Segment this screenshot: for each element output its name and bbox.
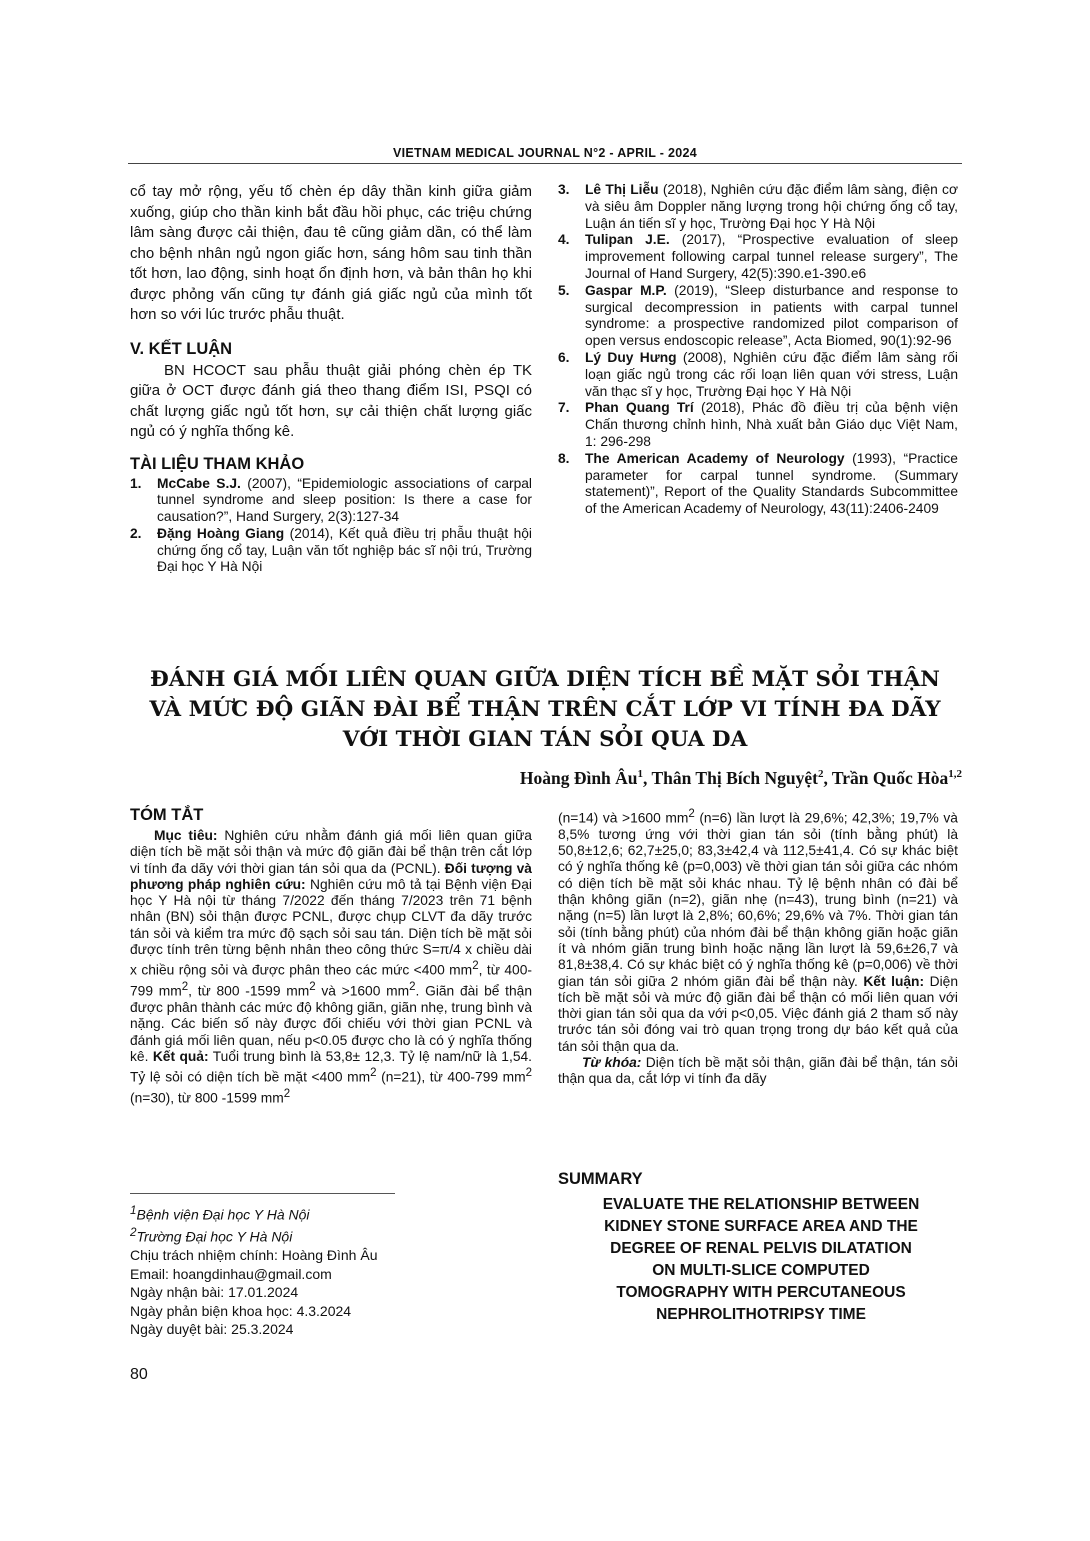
affiliation-marker: 2 <box>130 1226 137 1240</box>
methods-text: . Giãn đài bể thận được phân thành các mức độ không giãn, giãn nhẹ, trung bình và nặng. Các biến số này được đối chiếu với thời gian PCNL và đánh giá mối liên quan, nếu p<0.05 được cho là có ý nghĩa thống kê. <box>130 983 533 1065</box>
summary-title-line: TOMOGRAPHY WITH PERCUTANEOUS <box>616 1284 906 1301</box>
affiliation-text: Bệnh viện Đại học Y Hà Nội <box>136 1206 310 1223</box>
article-title <box>128 665 962 755</box>
title-line: VÀ MỨC ĐỘ GIÃN ĐÀI BỂ THẬN TRÊN CẮT LỚP VI TÍNH ĐA DÃY <box>149 697 941 722</box>
summary-title-line: EVALUATE THE RELATIONSHIP BETWEEN <box>602 1196 920 1213</box>
superscript: 2 <box>525 1067 532 1080</box>
results-label: Kết quả: <box>152 1049 209 1065</box>
right-column-top <box>558 182 958 518</box>
methods-text: và >1600 mm <box>315 983 410 999</box>
header-rule <box>128 163 962 164</box>
reference-item <box>558 451 958 518</box>
superscript: 2 <box>409 981 416 994</box>
abstract-body-continued <box>558 806 958 1055</box>
reference-item <box>558 400 958 450</box>
reference-item <box>558 232 958 282</box>
conclusion-text: Diện tích bề mặt sỏi và mức độ giãn đài bể thận có mối liên quan với thời gian tán sỏi qua da với p<0,05. Việc đánh giá 2 tham số này trước tán sỏi đóng vai trò quan trọng trong dự báo kết quả của tán sỏi thận qua da. <box>558 973 958 1054</box>
superscript: 2 <box>370 1067 377 1080</box>
author-affiliation: 1 <box>637 768 644 781</box>
reference-text: (2019), “Sleep disturbance and response to surgical decompression in patients with carpal tunnel syndrome: a prospective randomized pilot comparison of open versus endoscopic release”, Acta Biomed, 90(1):92-96 <box>585 282 958 349</box>
abstract-right <box>558 806 958 1088</box>
reference-text: (2007), “Epidemiologic associations of carpal tunnel syndrome and sleep position: Is there a case for causation?”, Hand Surgery, 2(3):127-34 <box>157 475 532 525</box>
affiliation-text: Trường Đại học Y Hà Nội <box>136 1228 293 1245</box>
results-text: (n=30), từ 800 -1599 mm <box>130 1090 284 1106</box>
summary-heading: SUMMARY <box>558 1170 643 1188</box>
reference-number: 4. <box>558 232 570 248</box>
reference-item <box>558 350 958 400</box>
reference-number: 5. <box>558 282 570 298</box>
journal-header: VIETNAM MEDICAL JOURNAL N°2 - APRIL - 2024 <box>393 146 697 160</box>
responsible-author: Chịu trách nhiệm chính: Hoàng Đình Âu <box>130 1247 378 1264</box>
superscript: 2 <box>688 808 695 820</box>
reference-number: 8. <box>558 450 570 466</box>
abstract-heading: TÓM TẮT <box>130 806 204 824</box>
author-name: Thân Thị Bích Nguyệt <box>651 768 818 788</box>
summary-title-line: KIDNEY STONE SURFACE AREA AND THE <box>604 1218 918 1235</box>
date-reviewed: Ngày phản biện khoa học: 4.3.2024 <box>130 1302 352 1319</box>
results-text: (n=14) và >1600 mm <box>558 810 689 826</box>
reference-author: Đặng Hoàng Giang <box>157 525 285 541</box>
reference-number: 3. <box>558 182 570 197</box>
reference-number: 7. <box>558 400 570 416</box>
title-line: VỚI THỜI GIAN TÁN SỎI QUA DA <box>342 727 748 752</box>
methods-text: , từ 400-799 mm <box>130 962 533 999</box>
reference-text: (2008), Nghiên cứu đặc điểm lâm sàng rối loạn giấc ngủ trong các rối loạn liên quan với stress, Luận văn thạc sĩ y học, Trường Đại học Y Hà Nội <box>585 349 958 399</box>
date-received: Ngày nhận bài: 17.01.2024 <box>130 1284 299 1301</box>
abstract-body <box>130 828 532 1107</box>
footnote-rule <box>130 1193 395 1194</box>
reference-text: (2017), “Prospective evaluation of sleep improvement following carpal tunnel release surgery”, The Journal of Hand Surgery, 42(5):390.e1-390.e6 <box>585 232 959 281</box>
results-text: (n=6) lần lượt là 29,6%; 42,3%; 19,7% và 8,5% tương ứng với thời gian tán sỏi (tính bằng phút) là 50,8±12,6; 62,7±25,0; 83,3±42,4 và 112,5±41,4. Có sự khác biệt có ý nghĩa thống kê (p=0,003) về thời gian tán sỏi giữa các nhóm có diện tích bề mặt sỏi khác nhau. Tỷ lệ bệnh nhân có đài bể thận không giãn (n=2), giãn nhẹ (n=43), trung bình (n=21) và nặng (n=5) lần lượt là 2,8%; 60,6%; 29,6% và 7%. Thời gian tán sỏi (tính bằng phút) của nhóm đài bể thận không giãn hoặc giãn ít và nhóm giãn trung bình hoặc nặng lần lượt là 59,6±26,7 và 81,8±38,4. Có sự khác biệt có ý nghĩa thống kê (p=0,006) về thời gian tán sỏi giữa 2 nhóm giãn đài bể thận này. <box>558 810 958 989</box>
conclusion-label: Kết luận: <box>863 973 925 989</box>
results-text: Tuổi trung bình là 53,8± 12,3. Tỷ lệ nam/nữ là 1,54. Tỷ lệ sỏi có diện tích bề mặt <400 mm <box>130 1049 532 1085</box>
author-affiliation: 1,2 <box>948 768 962 781</box>
methods-text: Nghiên cứu mô tả tại Bệnh viện Đại học Y Hà nội từ tháng 7/2022 đến tháng 7/2023 trên 71 bệnh nhân (BN) sỏi thận được PCNL, được chụp CLVT đa dãy trước tán sỏi và kiểm tra mức độ sạch sỏi sau tán. Diện tích bề mặt sỏi được tính trên từng bệnh nhân theo công thức S=π/4 x chiều dài x chiều rộng sỏi và được phân theo các mức <400 mm <box>130 876 532 978</box>
affiliation-2 <box>130 1224 532 1246</box>
reference-author: McCabe S.J. <box>157 475 241 491</box>
reference-text: (2018), Phác đồ điều trị của bệnh viện Chấn thương chỉnh hình, Nhà xuất bản Giáo dục Việt Nam, 1: 296-298 <box>585 400 958 449</box>
affiliation-1 <box>130 1202 532 1224</box>
keywords-label: Từ khóa: <box>582 1055 642 1071</box>
superscript: 2 <box>181 981 189 994</box>
objective-label: Mục tiêu: <box>154 828 218 843</box>
objective-text: Nghiên cứu nhằm đánh giá mối liên quan giữa diện tích bề mặt sỏi thận và mức độ giãn đài bể thận trên cắt lớp vi tính đa dãy với thời gian tán sỏi qua da (PCNL). <box>130 828 532 876</box>
reference-author: Tulipan J.E. <box>585 232 670 248</box>
superscript: 2 <box>283 1088 291 1101</box>
reference-number: 6. <box>558 349 570 365</box>
superscript: 2 <box>309 981 316 994</box>
conclusion-heading: V. KẾT LUẬN <box>130 339 233 358</box>
author-name: Trần Quốc Hòa <box>831 768 949 788</box>
methods-text: , từ 800 -1599 mm <box>188 983 310 999</box>
reference-text: (2014), Kết quả điều trị phẫu thuật hội chứng ống cổ tay, Luận văn tốt nghiệp bác sĩ nội trú, Trường Đại học Y Hà Nội <box>157 525 532 575</box>
superscript: 2 <box>472 960 479 973</box>
results-text: (n=21), từ 400-799 mm <box>376 1069 526 1085</box>
reference-text: (2018), Nghiên cứu đặc điểm lâm sàng, điện cơ và siêu âm Doppler năng lượng trong hội chứng ống cổ tay, Luận án tiến sĩ y học, Trường Đại học Y Hà Nội <box>585 182 958 231</box>
reference-author: Lê Thị Liễu <box>585 182 659 197</box>
summary-title-line: NEPHROLITHOTRIPSY TIME <box>656 1306 866 1323</box>
summary-title-line: ON MULTI-SLICE COMPUTED <box>652 1262 870 1279</box>
author-affiliation: 2 <box>817 768 824 781</box>
summary-title-line: DEGREE OF RENAL PELVIS DILATATION <box>610 1240 912 1257</box>
title-line: ĐÁNH GIÁ MỐI LIÊN QUAN GIỮA DIỆN TÍCH BỀ MẶT SỎI THẬN <box>150 667 940 692</box>
reference-item <box>130 526 532 576</box>
email: Email: hoangdinhau@gmail.com <box>130 1265 332 1282</box>
left-column-top <box>130 182 532 576</box>
keywords-text: Diện tích bề mặt sỏi thận, giãn đài bể thận, tán sỏi thận qua da, cắt lớp vi tính đa dãy <box>558 1055 958 1087</box>
footnotes <box>130 1202 532 1339</box>
reference-author: Lý Duy Hưng <box>585 349 677 365</box>
abstract-left <box>130 806 532 1107</box>
reference-author: The American Academy of Neurology <box>585 450 845 466</box>
author-list: Hoàng Đình $Âu^1$, Thân Thị Bích Nguyệt$^2$, Trần Quốc Hòa$^{1,2}$ <box>519 768 962 788</box>
page-number: 80 <box>130 1366 148 1383</box>
reference-item <box>558 283 958 350</box>
reference-item <box>130 476 532 526</box>
affiliation-marker: 1 <box>130 1204 137 1217</box>
references-heading: TÀI LIỆU THAM KHẢO <box>130 454 305 473</box>
conclusion-text: BN HCOCT sau phẫu thuật giải phóng chèn ép TK giữa ở OCT được đánh giá theo thang điểm ISI, PSQI có chất lượng giấc ngủ tốt hơn, sự cải thiện chất lượng giấc ngủ có ý nghĩa thống kê. <box>130 361 532 440</box>
intro-paragraph: cổ tay mở rộng, yếu tố chèn ép dây thần kinh giữa giảm xuống, giúp cho thần kinh bắt đầu hồi phục, các triệu chứng lâm sàng được cải thiện, đau tê cũng giảm dần, có thể làm cho bệnh nhân ngủ ngon giấc hơn, sáng hôm sau tinh thần tốt hơn, lao động, sinh hoạt ổn định hơn, và bản thân họ khi được phỏng vấn cũng tự đánh giá giấc ngủ của mình tốt hơn so với lúc trước phẫu thuật. <box>130 183 532 323</box>
reference-number: 1. <box>130 475 142 491</box>
reference-text: (1993), “Practice parameter for carpal tunnel syndrome. (Summary statement)”, Report of the Quality Standards Subcommittee of the American Academy of Neurology, 43(11):2406-2409 <box>585 450 958 517</box>
author-name: Hoàng Đình Âu <box>519 768 638 788</box>
reference-author: Gaspar M.P. <box>585 282 667 298</box>
summary-title <box>565 1194 957 1326</box>
keywords <box>558 1055 958 1088</box>
methods-label: Đối tượng và phương pháp nghiên cứu: <box>130 860 532 892</box>
date-accepted: Ngày duyệt bài: 25.3.2024 <box>130 1321 294 1338</box>
reference-item <box>558 182 958 232</box>
reference-number: 2. <box>130 525 142 541</box>
reference-author: Phan Quang Trí <box>585 400 694 416</box>
